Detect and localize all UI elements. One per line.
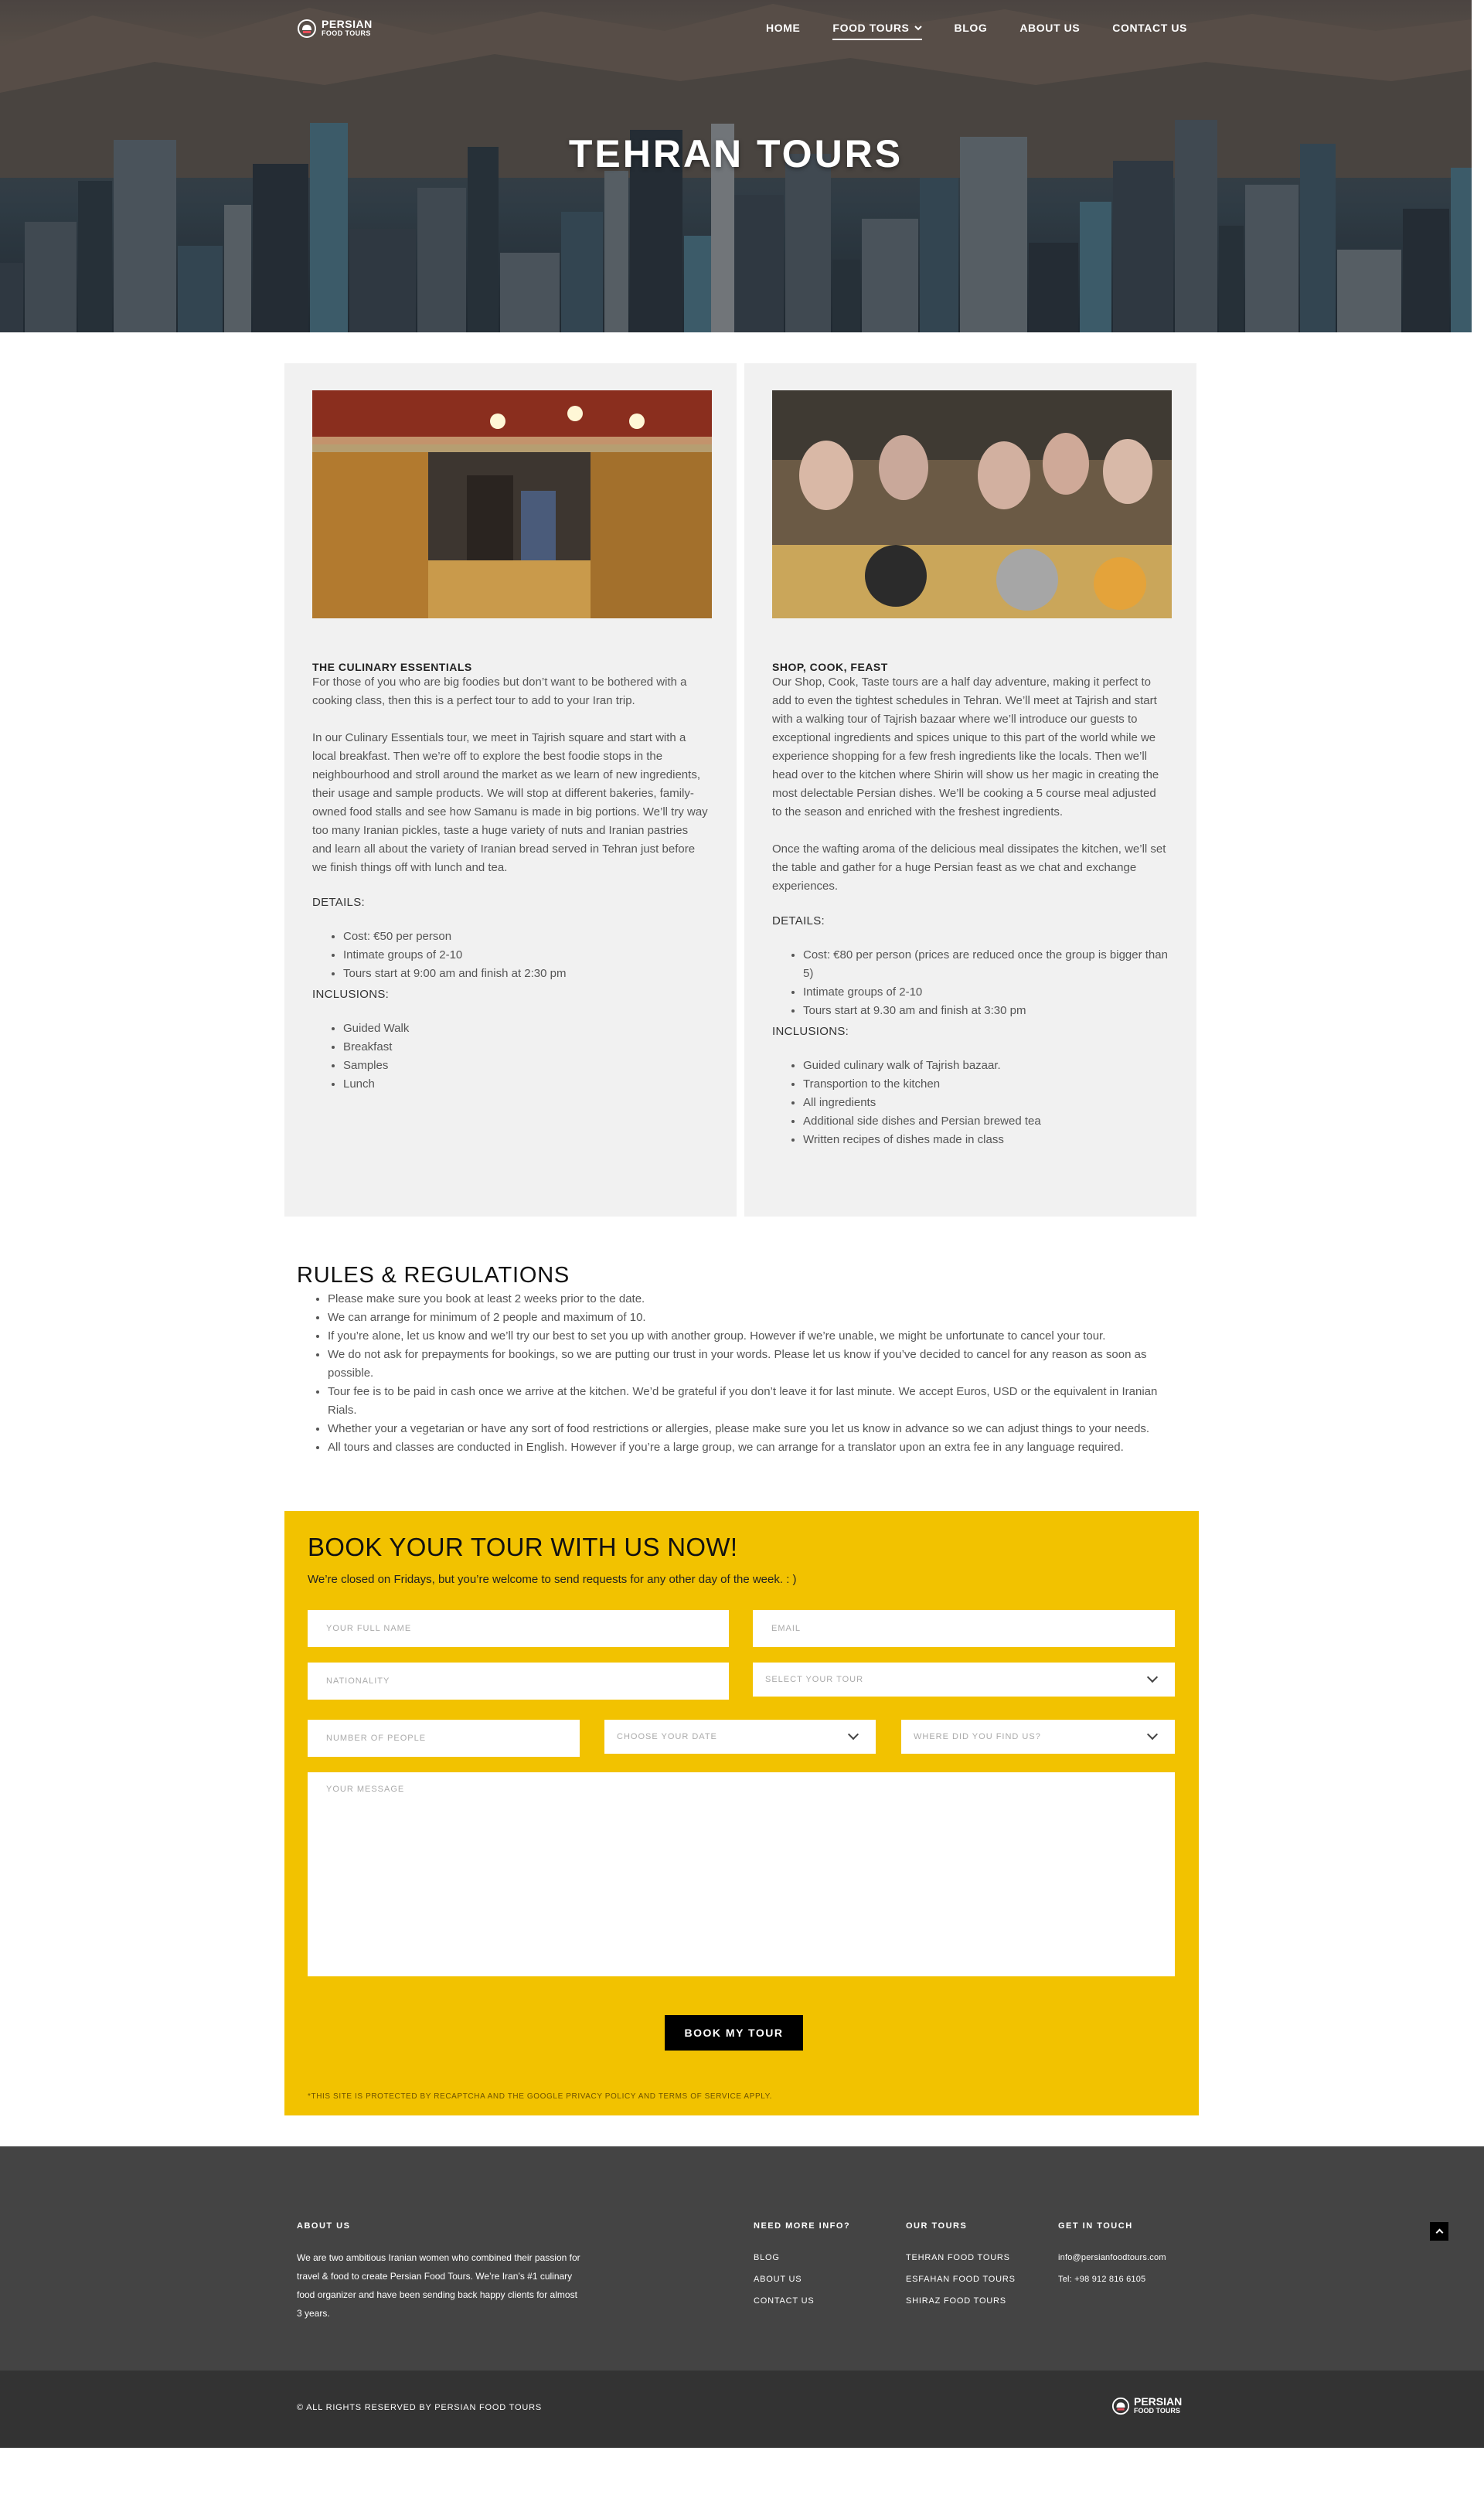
referral-value: WHERE DID YOU FIND US?: [914, 1732, 1041, 1741]
chef-hat-logo-icon: [1111, 2397, 1130, 2415]
nationality-field[interactable]: [308, 1663, 729, 1700]
hero-banner: [0, 0, 1472, 332]
footer-tour-links: [906, 2251, 1016, 2308]
details-label: DETAILS:: [772, 914, 825, 927]
rule-item: • Tour fee is to be paid in cash once we arrive at the kitchen. We’d be grateful if you don’t leave it for last minute. We accept Euros, USD or the equivalent in Iranian Rials.: [328, 1383, 1186, 1420]
detail-cost: • Cost: €50 per person: [343, 927, 709, 946]
tour-card-culinary-essentials: [284, 363, 737, 1217]
book-my-tour-button[interactable]: BOOK MY TOUR: [665, 2015, 803, 2051]
inclusions-label: INCLUSIONS:: [772, 1025, 849, 1038]
list-item: • Guided Walk: [343, 1019, 709, 1038]
rule-item: • All tours and classes are conducted in English. However if you’re a large group, we can arrange for a translator upon an extra fee in any language required.: [328, 1438, 1186, 1457]
nav-food-tours-label: FOOD TOURS: [832, 22, 910, 34]
list-item: • All ingredients: [803, 1094, 1169, 1112]
details-list: [803, 946, 1169, 1020]
logo-line-1: PERSIAN: [322, 18, 373, 30]
details-label: DETAILS:: [312, 896, 365, 909]
date-dropdown[interactable]: [604, 1720, 876, 1754]
tours-section: [284, 363, 1197, 1217]
list-item: • Lunch: [343, 1075, 709, 1094]
rules-section: [297, 1263, 1186, 1457]
nav-contact-us[interactable]: CONTACT US: [1112, 22, 1187, 34]
footer-phone: Tel: +98 912 816 6105: [1058, 2275, 1146, 2284]
footer-about-title: ABOUT US: [297, 2221, 351, 2231]
chevron-down-icon: [914, 25, 922, 31]
select-tour-value: SELECT YOUR TOUR: [765, 1675, 864, 1684]
booking-subtitle: We’re closed on Fridays, but you’re welcome to send requests for any other day of the week. : ): [308, 1573, 797, 1586]
footer: [0, 2146, 1484, 2371]
rule-item: • We do not ask for prepayments for bookings, so we are putting our trust in your words. Please let us know if you’ve decided to cancel for any reason as soon as possible.: [328, 1346, 1186, 1383]
booking-title: BOOK YOUR TOUR WITH US NOW!: [308, 1533, 738, 1561]
site-logo[interactable]: [297, 19, 373, 39]
copyright: © ALL RIGHTS RESERVED BY PERSIAN FOOD TOURS: [297, 2403, 542, 2412]
footer-contact: [1058, 2251, 1166, 2286]
chef-hat-logo-icon: [297, 19, 317, 39]
number-of-people-field[interactable]: [308, 1720, 580, 1757]
detail-cost: • Cost: €80 per person (prices are reduced once the group is bigger than 5): [803, 946, 1169, 983]
tour-title: SHOP, COOK, FEAST: [772, 661, 888, 673]
footer-about-text: We are two ambitious Iranian women who combined their passion for travel & food to create Persian Food Tours. We’re Iran’s #1 culinary food organizer and have been sending back happy clients for almost 3 years.: [297, 2252, 580, 2319]
footer-link-tehran[interactable]: TEHRAN FOOD TOURS: [906, 2253, 1010, 2262]
list-item: • Breakfast: [343, 1038, 709, 1057]
rules-list: [328, 1290, 1186, 1457]
select-tour-dropdown[interactable]: [753, 1663, 1175, 1697]
chevron-down-icon: [848, 1729, 859, 1740]
tour-intro: Our Shop, Cook, Taste tours are a half day adventure, making it perfect to add to even the tightest schedules in Tehran. We’ll meet at Tajrish and start with a walking tour of Tajrish bazaar where we’ll introduce our guests to exceptional ingredients and spices unique to this part of the world while we experience shopping for a few fresh ingredients like the locals. Then we’ll head over to the kitchen where Shirin will show us her magic in creating the most delectable Persian dishes. We’ll be cooking a 5 course meal adjusted to the season and enriched with the freshest ingredients.: [772, 676, 1159, 819]
message-placeholder: YOUR MESSAGE: [326, 1785, 405, 1794]
chevron-down-icon: [1147, 1672, 1158, 1683]
footer-bottom-bar: [0, 2371, 1484, 2448]
nav-blog[interactable]: BLOG: [954, 22, 988, 34]
market-photo: [312, 390, 712, 618]
inclusions-label: INCLUSIONS:: [312, 988, 390, 1001]
logo-line-1: PERSIAN: [1134, 2395, 1183, 2408]
chevron-up-icon: [1435, 2229, 1443, 2237]
logo-line-2: FOOD TOURS: [322, 29, 371, 37]
list-item: • Samples: [343, 1057, 709, 1075]
list-item: • Additional side dishes and Persian brewed tea: [803, 1112, 1169, 1131]
footer-email[interactable]: info@persianfoodtours.com: [1058, 2253, 1166, 2262]
tour-card-shop-cook-feast: [744, 363, 1196, 1217]
footer-tours-title: OUR TOURS: [906, 2221, 968, 2231]
list-item: • Transportion to the kitchen: [803, 1075, 1169, 1094]
tour-intro: For those of you who are big foodies but don’t want to be bothered with a cooking class, then this is a perfect tour to add to your Iran trip.: [312, 676, 687, 707]
nationality-placeholder: NATIONALITY: [326, 1676, 390, 1686]
logo-line-2: FOOD TOURS: [1134, 2407, 1180, 2415]
booking-form: [284, 1511, 1199, 2115]
nav-home[interactable]: HOME: [766, 22, 801, 34]
footer-link-about[interactable]: ABOUT US: [754, 2275, 802, 2284]
date-value: CHOOSE YOUR DATE: [617, 1732, 717, 1741]
referral-dropdown[interactable]: [901, 1720, 1175, 1754]
nav-food-tours[interactable]: [832, 22, 921, 40]
page-title: TEHRAN TOURS: [568, 132, 904, 175]
footer-link-esfahan[interactable]: ESFAHAN FOOD TOURS: [906, 2275, 1016, 2284]
tour-title: THE CULINARY ESSENTIALS: [312, 661, 472, 673]
list-item: • Written recipes of dishes made in class: [803, 1131, 1169, 1149]
rule-item: • If you’re alone, let us know and we’ll try our best to set you up with another group. However if we’re unable, we might be unfortunate to cancel your tour.: [328, 1327, 1186, 1346]
detail-time: • Tours start at 9:00 am and finish at 2:30 pm: [343, 965, 709, 983]
footer-logo[interactable]: [1111, 2397, 1182, 2415]
email-placeholder: EMAIL: [771, 1624, 802, 1633]
people-placeholder: NUMBER OF PEOPLE: [326, 1734, 427, 1743]
tour-description: In our Culinary Essentials tour, we meet in Tajrish square and start with a local breakfast. Then we’re off to explore the best foodie stops in the neighbourhood and stroll around the market as we learn of new ingredients, their usage and sample products. We will stop at different bakeries, family-owned food stalls and see how Samanu is made in big portions. We’ll try way too many Iranian pickles, taste a huge variety of nuts and Iranian pastries and learn all about the variety of Iranian bread served in Tehran just before we finish things off with lunch and tea.: [312, 731, 708, 874]
rules-title: RULES & REGULATIONS: [297, 1263, 570, 1288]
footer-link-contact[interactable]: CONTACT US: [754, 2296, 815, 2306]
cooking-class-photo: [772, 390, 1172, 618]
tour-description: Once the wafting aroma of the delicious meal dissipates the kitchen, we’ll set the table and gather for a huge Persian feast as we chat and exchange experiences.: [772, 842, 1166, 893]
back-to-top-button[interactable]: [1430, 2222, 1448, 2241]
footer-link-blog[interactable]: BLOG: [754, 2253, 780, 2262]
detail-group-size: • Intimate groups of 2-10: [803, 983, 1169, 1002]
list-item: • Guided culinary walk of Tajrish bazaar.: [803, 1057, 1169, 1075]
footer-link-shiraz[interactable]: SHIRAZ FOOD TOURS: [906, 2296, 1006, 2306]
full-name-placeholder: YOUR FULL NAME: [326, 1624, 412, 1633]
detail-group-size: • Intimate groups of 2-10: [343, 946, 709, 965]
message-textarea[interactable]: [308, 1772, 1175, 1976]
rule-item: • Whether your a vegetarian or have any sort of food restrictions or allergies, please make sure you let us know in advance so we can adjust things to your needs.: [328, 1420, 1186, 1438]
rule-item: • We can arrange for minimum of 2 people and maximum of 10.: [328, 1309, 1186, 1327]
full-name-field[interactable]: [308, 1610, 729, 1647]
inclusions-list: [343, 1019, 709, 1094]
recaptcha-notice: *THIS SITE IS PROTECTED BY RECAPTCHA AND THE GOOGLE PRIVACY POLICY AND TERMS OF SERVICE APPLY.: [308, 2092, 772, 2101]
footer-info-title: NEED MORE INFO?: [754, 2221, 851, 2231]
detail-time: • Tours start at 9.30 am and finish at 3:30 pm: [803, 1002, 1169, 1020]
chevron-down-icon: [1147, 1729, 1158, 1740]
nav-about-us[interactable]: ABOUT US: [1019, 22, 1081, 34]
email-field[interactable]: [753, 1610, 1175, 1647]
main-menu: [766, 22, 1187, 40]
inclusions-list: [803, 1057, 1169, 1149]
footer-contact-title: GET IN TOUCH: [1058, 2221, 1133, 2231]
rule-item: • Please make sure you book at least 2 weeks prior to the date.: [328, 1290, 1186, 1309]
top-navigation: [0, 0, 1472, 60]
details-list: [343, 927, 709, 983]
footer-info-links: [754, 2251, 815, 2308]
